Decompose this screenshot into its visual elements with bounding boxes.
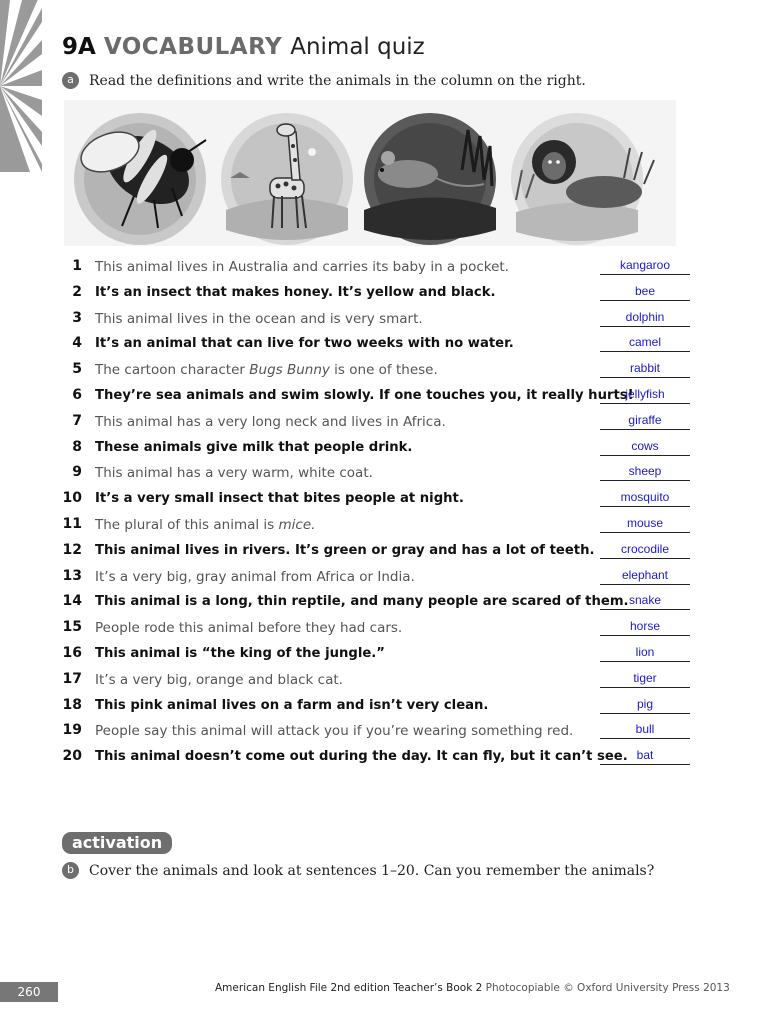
definition-text: It’s a very small insect that bites people at night. <box>95 491 464 507</box>
activation-label: activation <box>62 832 172 854</box>
bee-picture <box>74 113 206 245</box>
item-number: 10 <box>62 490 82 507</box>
definition-text: This animal has a very long neck and lives in Africa. <box>95 413 446 430</box>
answer-field[interactable] <box>600 643 690 662</box>
item-number: 1 <box>72 258 82 274</box>
definition-text: It’s an animal that can live for two weeks with no water. <box>95 336 514 352</box>
definition-row <box>0 462 768 486</box>
answer-field[interactable] <box>600 540 690 559</box>
item-number: 20 <box>62 748 82 765</box>
page-number: 260 <box>0 982 58 1002</box>
footer-book: American English File 2nd edition Teacher’s Book 2 <box>215 982 483 994</box>
definition-row <box>0 591 768 615</box>
definition-text: It’s a very big, gray animal from Africa or India. <box>95 568 415 585</box>
definition-text: They’re sea animals and swim slowly. If one touches you, it really hurts! <box>95 388 634 403</box>
answer-text: cows <box>631 438 659 453</box>
definition-row <box>0 411 768 435</box>
footer-credit <box>215 982 730 994</box>
section-kind: VOCABULARY <box>103 34 283 60</box>
item-number: 13 <box>62 567 82 584</box>
definition-row <box>0 488 768 512</box>
definition-text: This animal doesn’t come out during the day. It can fly, but it can’t see. <box>95 749 628 765</box>
definition-row <box>0 746 768 770</box>
answer-field[interactable] <box>600 411 690 430</box>
definition-row <box>0 540 768 564</box>
answer-field[interactable] <box>600 333 690 352</box>
answer-field[interactable] <box>600 256 690 275</box>
item-number: 7 <box>72 412 82 429</box>
answer-field[interactable] <box>600 669 690 688</box>
answer-field[interactable] <box>600 488 690 507</box>
answer-text: bee <box>634 283 656 298</box>
definition-text: It’s a very big, orange and black cat. <box>95 671 343 688</box>
definition-text-part: The plural of this animal is <box>95 517 279 533</box>
answer-text: mosquito <box>620 490 670 505</box>
exercise-b-text: Cover the animals and look at sentences 1–20. Can you remember the animals? <box>89 862 655 879</box>
answer-field[interactable] <box>600 385 690 404</box>
definition-text: This animal lives in Australia and carries its baby in a pocket. <box>95 259 509 275</box>
definition-row <box>0 643 768 667</box>
item-number: 9 <box>72 464 82 481</box>
item-number: 14 <box>62 593 82 610</box>
definition-row <box>0 669 768 693</box>
definition-text: These animals give milk that people drink. <box>95 439 413 455</box>
definition-text: This animal lives in rivers. It’s green or gray and has a lot of teeth. <box>95 542 595 558</box>
lesson-title: Animal quiz <box>290 34 425 60</box>
animal-pictures <box>64 100 676 246</box>
answer-text: dolphin <box>625 309 665 324</box>
definition-row <box>0 617 768 641</box>
page-title <box>62 34 425 60</box>
item-number: 15 <box>62 619 82 636</box>
definition-row <box>0 359 768 383</box>
answer-field[interactable] <box>600 591 690 610</box>
item-number: 11 <box>62 516 82 532</box>
answer-text: mouse <box>626 516 664 530</box>
definition-text: It’s an insect that makes honey. It’s yellow and black. <box>95 284 496 300</box>
answer-field[interactable] <box>600 308 690 327</box>
definition-text-italic: Bugs Bunny <box>249 362 330 379</box>
definition-row <box>0 385 768 409</box>
definition-text: This animal is a long, thin reptile, and many people are scared of them. <box>95 594 629 610</box>
footer-copyright: Photocopiable © Oxford University Press 2013 <box>485 982 730 994</box>
exercise-b-instruction <box>62 862 654 879</box>
answer-text: horse <box>629 619 661 634</box>
lesson-code: 9A <box>62 34 96 60</box>
item-number: 8 <box>72 438 82 455</box>
sunburst-decoration <box>0 0 42 172</box>
exercise-a-text: Read the definitions and write the animals in the column on the right. <box>89 72 586 89</box>
definition-row <box>0 720 768 744</box>
item-number: 16 <box>62 645 82 661</box>
answer-text: sheep <box>628 464 662 479</box>
answer-field[interactable] <box>600 514 690 533</box>
definition-text: This animal has a very warm, white coat. <box>95 465 373 482</box>
definition-row <box>0 695 768 719</box>
item-number: 4 <box>72 335 82 352</box>
answer-text: pig <box>636 696 653 711</box>
answer-field[interactable] <box>600 462 690 481</box>
item-number: 19 <box>62 722 82 739</box>
mouse-picture <box>364 113 496 245</box>
item-number: 18 <box>62 696 82 713</box>
answer-text: snake <box>628 593 662 608</box>
answer-field[interactable] <box>600 617 690 636</box>
definition-text-italic: mice. <box>278 517 316 533</box>
definition-text: This animal lives in the ocean and is very smart. <box>95 310 423 327</box>
item-number: 3 <box>72 309 82 326</box>
item-number: 12 <box>62 541 82 558</box>
answer-text: bat <box>636 748 654 763</box>
answer-field[interactable] <box>600 746 690 765</box>
answer-text: rabbit <box>629 361 661 376</box>
answer-text: elephant <box>621 567 669 582</box>
definition-text-part: The cartoon character <box>95 362 250 379</box>
definition-text <box>95 517 315 533</box>
giraffe-picture <box>221 113 353 245</box>
definition-text: This animal is “the king of the jungle.” <box>95 646 385 661</box>
answer-text: tiger <box>633 670 657 685</box>
answer-text: lion <box>635 645 655 659</box>
item-number: 2 <box>72 283 82 300</box>
answer-field[interactable] <box>600 282 690 301</box>
definition-text <box>95 362 438 378</box>
answer-text: kangaroo <box>619 258 671 272</box>
exercise-b-badge: b <box>62 862 79 879</box>
definition-row <box>0 566 768 590</box>
answer-text: bull <box>635 722 655 737</box>
definition-text: People rode this animal before they had cars. <box>95 620 403 637</box>
definition-text-part: is one of these. <box>329 362 438 379</box>
exercise-a-badge: a <box>62 72 79 89</box>
answer-field[interactable] <box>600 359 690 378</box>
definition-row <box>0 282 768 306</box>
answer-field[interactable] <box>600 566 690 585</box>
definition-row <box>0 437 768 461</box>
answer-text: crocodile <box>620 541 670 556</box>
item-number: 6 <box>72 387 82 403</box>
definition-row <box>0 333 768 357</box>
answer-text: camel <box>628 335 661 350</box>
item-number: 5 <box>72 361 82 378</box>
definition-row <box>0 514 768 538</box>
definition-row <box>0 256 768 280</box>
item-number: 17 <box>62 670 82 687</box>
definition-row <box>0 308 768 332</box>
answer-field[interactable] <box>600 437 690 456</box>
answer-text: giraffe <box>628 412 662 427</box>
answer-text: jellyfish <box>625 387 665 401</box>
definition-text: People say this animal will attack you if you’re wearing something red. <box>95 723 574 740</box>
definition-text: This pink animal lives on a farm and isn’t very clean. <box>95 697 489 713</box>
answer-field[interactable] <box>600 720 690 739</box>
exercise-a-instruction <box>62 72 586 89</box>
answer-field[interactable] <box>600 695 690 714</box>
